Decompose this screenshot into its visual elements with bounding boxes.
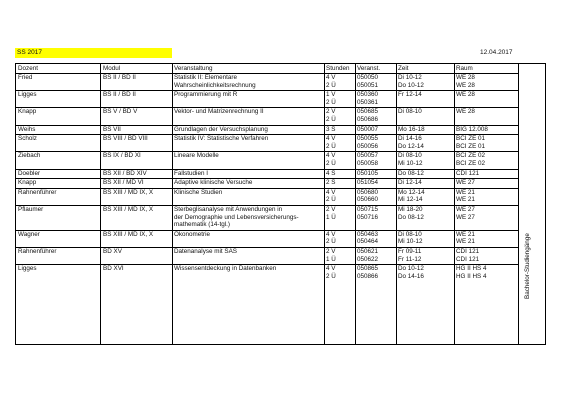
cell-stunden: 2 S: [326, 179, 336, 187]
cell-zeit: Do 12-14: [398, 142, 424, 150]
cell-dozent: Knapp: [18, 179, 37, 187]
semester-label: SS 2017: [15, 48, 172, 58]
row-divider: [16, 230, 518, 231]
cell-dozent: Ziebach: [18, 152, 41, 160]
cell-veranst: 050058: [357, 160, 379, 167]
cell-stunden: 2 Ü: [326, 238, 336, 246]
cell-veranstaltung: Vektor- und Matrizenrechnung II: [174, 108, 264, 116]
cell-zeit: Di 08-10: [398, 152, 422, 160]
cell-raum: WE 28: [456, 74, 475, 81]
row-divider: [16, 188, 518, 189]
cell-zeit: Mo 16-18: [398, 125, 425, 133]
cell-zeit: Fr 09-11: [398, 248, 422, 255]
cell-veranstaltung: Fallstudien I: [174, 169, 208, 177]
cell-veranst: 050464: [357, 238, 379, 246]
cell-dozent: Doebler: [18, 169, 41, 177]
row-divider: [16, 247, 518, 248]
cell-raum: BIG 12.008: [456, 125, 488, 133]
cell-raum: BCI ZE 02: [456, 160, 486, 167]
cell-zeit: Do 10-12: [398, 81, 424, 89]
cell-veranst: 050865: [357, 265, 379, 273]
cell-veranst: 050680: [357, 188, 379, 196]
cell-raum: BCI ZE 01: [456, 135, 486, 143]
row-divider: [16, 90, 518, 91]
cell-zeit: Mi 12-14: [398, 196, 423, 204]
cell-veranstaltung: Ökonometrie: [174, 230, 211, 238]
column-divider: [355, 64, 356, 344]
cell-veranst: 050055: [357, 135, 379, 143]
cell-veranstaltung: Programmierung mit R: [174, 91, 238, 99]
cell-veranst: 050051: [357, 81, 379, 89]
cell-dozent: Wagner: [18, 230, 40, 238]
cell-modul: BS VII: [103, 125, 121, 133]
cell-zeit: Mi 10-12: [398, 160, 423, 167]
cell-raum: WE 27: [456, 206, 475, 213]
cell-zeit: Di 10-12: [398, 74, 422, 81]
cell-stunden: 2 V: [326, 206, 336, 213]
column-header-veranstaltung: Veranstaltung: [174, 65, 213, 72]
cell-modul: BS XII / MD VI: [103, 179, 144, 187]
cell-veranst: 050866: [357, 272, 379, 280]
cell-stunden: 1 V: [326, 91, 336, 99]
cell-veranstaltung: Statistik IV: Statistische Verfahren: [174, 135, 269, 143]
cell-veranst: 050463: [357, 230, 379, 238]
cell-stunden: 4 V: [326, 265, 336, 273]
cell-veranstaltung: Adaptive klinische Versuche: [174, 179, 253, 187]
column-divider: [172, 64, 173, 344]
cell-modul: BS XII / BD XIV: [103, 169, 147, 177]
column-divider: [324, 64, 325, 344]
cell-raum: WE 21: [456, 230, 475, 238]
cell-raum: CDI 121: [456, 169, 480, 177]
header-divider: [16, 73, 518, 74]
cell-raum: WE 21: [456, 238, 475, 246]
cell-veranst: 050622: [357, 255, 379, 263]
column-header-raum: Raum: [456, 65, 473, 72]
cell-dozent: Weihs: [18, 125, 36, 133]
cell-veranst: 050361: [357, 98, 379, 106]
column-divider: [100, 64, 101, 344]
cell-modul: BD XVI: [103, 265, 124, 273]
cell-raum: WE 28: [456, 91, 475, 99]
cell-zeit: Di 08-10: [398, 108, 422, 116]
cell-modul: BS II / BD II: [103, 74, 136, 81]
cell-modul: BS XIII / MD IX, X: [103, 188, 154, 196]
cell-veranstaltung: Grundlagen der Versuchsplanung: [174, 125, 268, 133]
cell-stunden: 1 Ü: [326, 213, 336, 221]
cell-modul: BS XIII / MD IX, X: [103, 206, 154, 213]
cell-stunden: 2 Ü: [326, 116, 336, 123]
cell-veranst: 050105: [357, 169, 379, 177]
cell-zeit: Di 08-10: [398, 230, 422, 238]
cell-stunden: 4 V: [326, 188, 336, 196]
cell-dozent: Ligges: [18, 91, 37, 99]
cell-zeit: Mi 10-12: [398, 238, 423, 246]
column-header-modul: Modul: [103, 65, 121, 72]
cell-raum: WE 28: [456, 81, 475, 89]
cell-raum: WE 28: [456, 108, 475, 116]
cell-veranst: 050686: [357, 116, 379, 123]
cell-stunden: 4 S: [326, 169, 336, 177]
cell-dozent: Scholz: [18, 135, 37, 143]
cell-modul: BS V / BD V: [103, 108, 138, 116]
cell-stunden: 4 V: [326, 230, 336, 238]
cell-stunden: 3 S: [326, 125, 336, 133]
cell-stunden: 2 Ü: [326, 142, 336, 150]
cell-zeit: Do 08-12: [398, 213, 424, 221]
cell-veranst: 050715: [357, 206, 379, 213]
cell-raum: HG II HS 4: [456, 272, 487, 280]
row-divider: [16, 169, 518, 170]
cell-veranst: 050057: [357, 152, 379, 160]
cell-raum: BCI ZE 02: [456, 152, 486, 160]
cell-veranst: 050685: [357, 108, 379, 116]
cell-zeit: Do 08-12: [398, 169, 424, 177]
column-header-veranst: Veranst.: [357, 65, 381, 72]
cell-stunden: 2 Ü: [326, 98, 336, 106]
column-divider: [518, 64, 519, 344]
cell-zeit: Di 12-14: [398, 179, 422, 187]
cell-zeit: Di 14-16: [398, 135, 422, 143]
row-divider: [16, 178, 518, 179]
cell-veranstaltung: Wissensentdeckung in Datenbanken: [174, 265, 277, 273]
cell-veranst: 051054: [357, 179, 379, 187]
cell-raum: WE 21: [456, 188, 475, 196]
cell-zeit: Do 14-16: [398, 272, 424, 280]
cell-modul: BS IX / BD XI: [103, 152, 141, 160]
cell-raum: HG II HS 4: [456, 265, 487, 273]
print-date: 12.04.2017: [480, 49, 513, 56]
cell-modul: BS VIII / BD VIII: [103, 135, 148, 143]
cell-modul: BS II / BD II: [103, 91, 136, 99]
cell-stunden: 2 Ü: [326, 196, 336, 204]
cell-stunden: 2 V: [326, 248, 336, 255]
cell-raum: CDI 121: [456, 248, 480, 255]
cell-stunden: 2 Ü: [326, 81, 336, 89]
cell-stunden: 2 Ü: [326, 160, 336, 167]
cell-stunden: 1 Ü: [326, 255, 336, 263]
course-table: [15, 63, 546, 345]
cell-zeit: Mo 12-14: [398, 188, 425, 196]
cell-dozent: Fried: [18, 74, 33, 81]
cell-raum: WE 27: [456, 179, 475, 187]
cell-dozent: Rahnenführer: [18, 248, 57, 255]
cell-veranstaltung: mathematik (14-tgl.): [174, 221, 230, 229]
cell-veranst: 050007: [357, 125, 379, 133]
cell-veranst: 050050: [357, 74, 379, 81]
cell-stunden: 4 V: [326, 74, 336, 81]
cell-dozent: Rahnenführer: [18, 188, 57, 196]
column-header-stunden: Stunden: [326, 65, 350, 72]
cell-dozent: Knapp: [18, 108, 37, 116]
cell-stunden: 4 V: [326, 135, 336, 143]
cell-zeit: Fr 11-12: [398, 255, 422, 263]
cell-raum: WE 27: [456, 213, 475, 221]
cell-zeit: Do 10-12: [398, 265, 424, 273]
row-divider: [16, 107, 518, 108]
cell-stunden: 4 V: [326, 152, 336, 160]
cell-veranst: 050621: [357, 248, 379, 255]
cell-veranst: 050360: [357, 91, 379, 99]
cell-modul: BD XV: [103, 248, 122, 255]
cell-veranstaltung: der Demographie und Lebensversicherungs-: [174, 213, 299, 221]
cell-zeit: Fr 12-14: [398, 91, 422, 99]
cell-veranstaltung: Wahrscheinlichkeitsrechnung: [174, 81, 256, 89]
column-divider: [454, 64, 455, 344]
cell-veranstaltung: Datenanalyse mit SAS: [174, 248, 237, 255]
side-label: Bachelor-Studiengänge: [524, 233, 531, 299]
cell-veranst: 050660: [357, 196, 379, 204]
row-divider: [16, 151, 518, 152]
cell-veranstaltung: Lineare Modelle: [174, 152, 219, 160]
cell-veranst: 050056: [357, 142, 379, 150]
cell-veranstaltung: Statistik II: Elementare: [174, 74, 237, 81]
column-divider: [396, 64, 397, 344]
cell-stunden: 2 Ü: [326, 272, 336, 280]
column-header-zeit: Zeit: [398, 65, 409, 72]
cell-veranst: 050716: [357, 213, 379, 221]
cell-stunden: 2 V: [326, 108, 336, 116]
cell-raum: CDI 121: [456, 255, 480, 263]
cell-veranstaltung: Klinische Studien: [174, 188, 223, 196]
cell-modul: BS XIII / MD IX, X: [103, 230, 154, 238]
cell-dozent: Ligges: [18, 265, 37, 273]
cell-raum: BCI ZE 01: [456, 142, 486, 150]
cell-zeit: Mi 18-20: [398, 206, 423, 213]
cell-dozent: Pflaumer: [18, 206, 44, 213]
cell-raum: WE 21: [456, 196, 475, 204]
column-header-dozent: Dozent: [18, 65, 38, 72]
cell-veranstaltung: Sterbeglisanalyse mit Anwendungen in: [174, 206, 283, 213]
